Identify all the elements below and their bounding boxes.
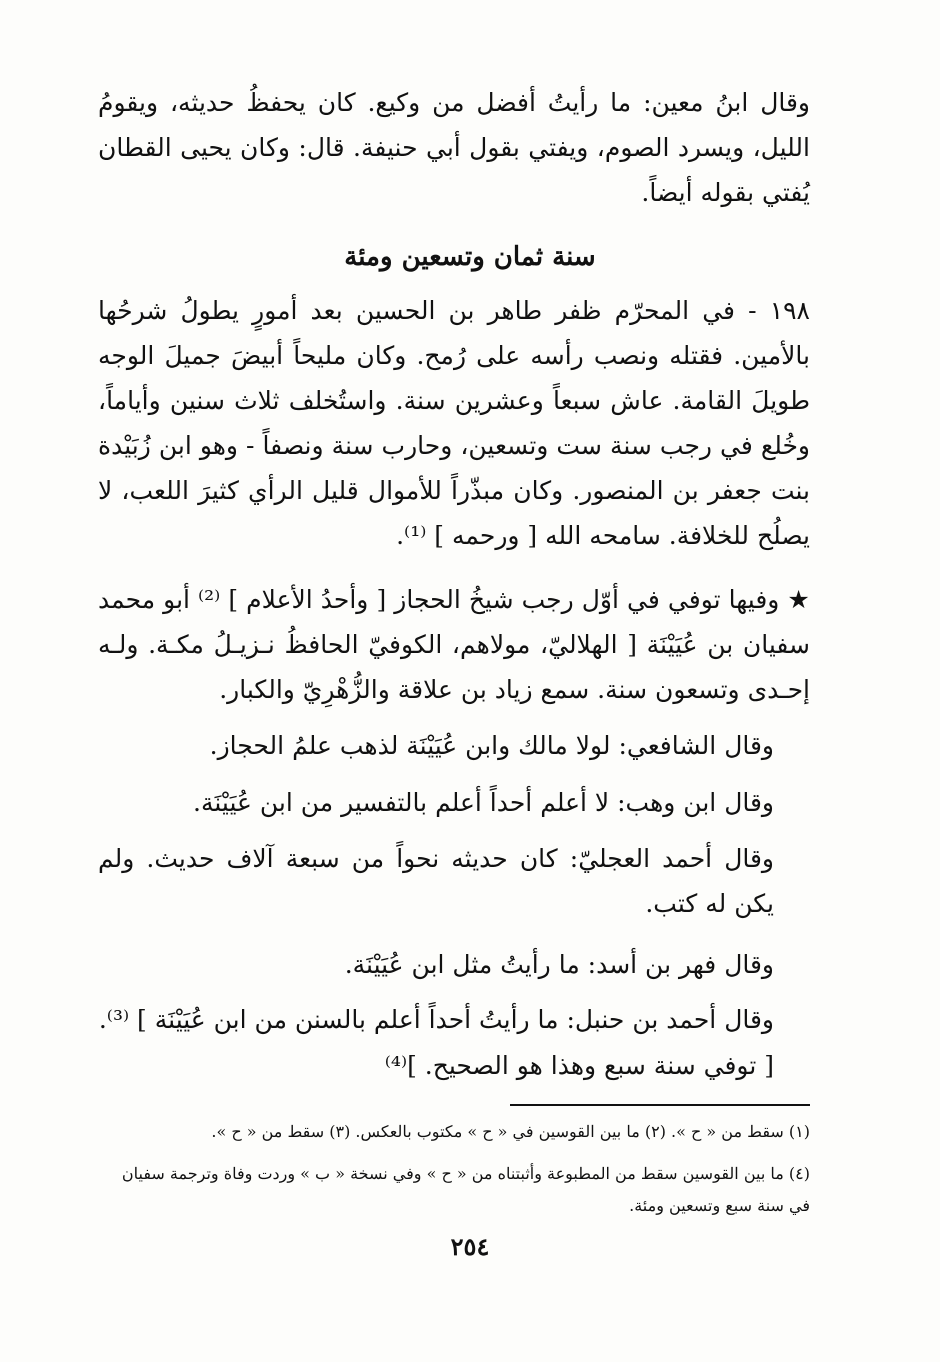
quote-ibn-wahb: وقال ابن وهب: لا أعلم أحداً أعلم بالتفسير من ابن عُيَيْنَة. <box>193 788 774 817</box>
quote-ahmad-ibn-hanbal: وقال أحمد بن حنبل: ما رأيتُ أحداً أعلم بالسنن من ابن عُيَيْنَة ] ⁽³⁾. <box>98 1005 774 1034</box>
quote-shafii: وقال الشافعي: لولا مالك وابن عُيَيْنَة لذهب علمُ الحجاز. <box>209 731 774 760</box>
footnote-line-2: (٤) ما بين القوسين سقط من المطبوعة وأثبتناه من « ح » وفي نسخة « ب » وردت وفاة وترجمة سفيان <box>121 1164 810 1183</box>
section-heading-year-198: سنة ثمان وتسعين ومئة <box>344 242 596 272</box>
footnote-separator <box>510 1104 810 1106</box>
quote-fahr-ibn-asad: وقال فهر بن أسد: ما رأيتُ مثل ابن عُيَيْنَة. <box>344 950 774 979</box>
footnote-line-1: (١) سقط من « ح ». (٢) ما بين القوسين في « ح » مكتوب بالعكس. (٣) سقط من « ح ». <box>211 1122 810 1141</box>
note-death-year: [ توفي سنة سبع وهذا هو الصحيح. ]⁽⁴⁾ <box>384 1051 774 1080</box>
paragraph-ibn-main-on-wakee: وقال ابنُ معين: ما رأيتُ أفضل من وكيع. كان يحفظُ حديثه، ويقومُ الليل، ويسرد الصوم، ويفتي بقول أبي حنيفة. قال: وكان يحيى القطان يُفتي بقوله أيضاً. <box>98 88 810 207</box>
footnote-line-3: في سنة سبع وتسعين ومئة. <box>629 1196 810 1215</box>
paragraph-sufyan-death: ★ وفيها توفي في أوّل رجب شيخُ الحجاز [ وأحدُ الأعلام ] ⁽²⁾ أبو محمد سفيان بن عُيَيْنَة [ الهلاليّ، مولاهم، الكوفيّ الحافظُ نـزيـلُ مكـة. ولـه إحـدى وتسعون سنة. سمع زياد بن علاقة والزُّهْرِيّ والكبار. <box>98 585 810 704</box>
quote-ahmad-ajli: وقال أحمد العجليّ: كان حديثه نحواً من سبعة آلاف حديث. ولم يكن له كتب. <box>98 844 774 918</box>
paragraph-year-198-events: ١٩٨ - في المحرّم ظفر طاهر بن الحسين بعد أمورٍ يطولُ شرحُها بالأمين. فقتله ونصب رأسه على رُمح. وكان مليحاً أبيضَ جميلَ الوجه طويلَ القامة. عاش سبعاً وعشرين سنة. واستُخلف ثلاث سنين وأياماً، وخُلع في رجب سنة ست وتسعين، وحارب سنة ونصفاً - وهو ابن زُبَيْدة بنت جعفر بن المنصور. وكان مبذّراً للأموال قليل الرأي كثيرَ اللعب، لا يصلُح للخلافة. سامحه الله [ ورحمه ] ⁽¹⁾. <box>98 296 810 550</box>
page-number: ٢٥٤ <box>450 1232 490 1261</box>
